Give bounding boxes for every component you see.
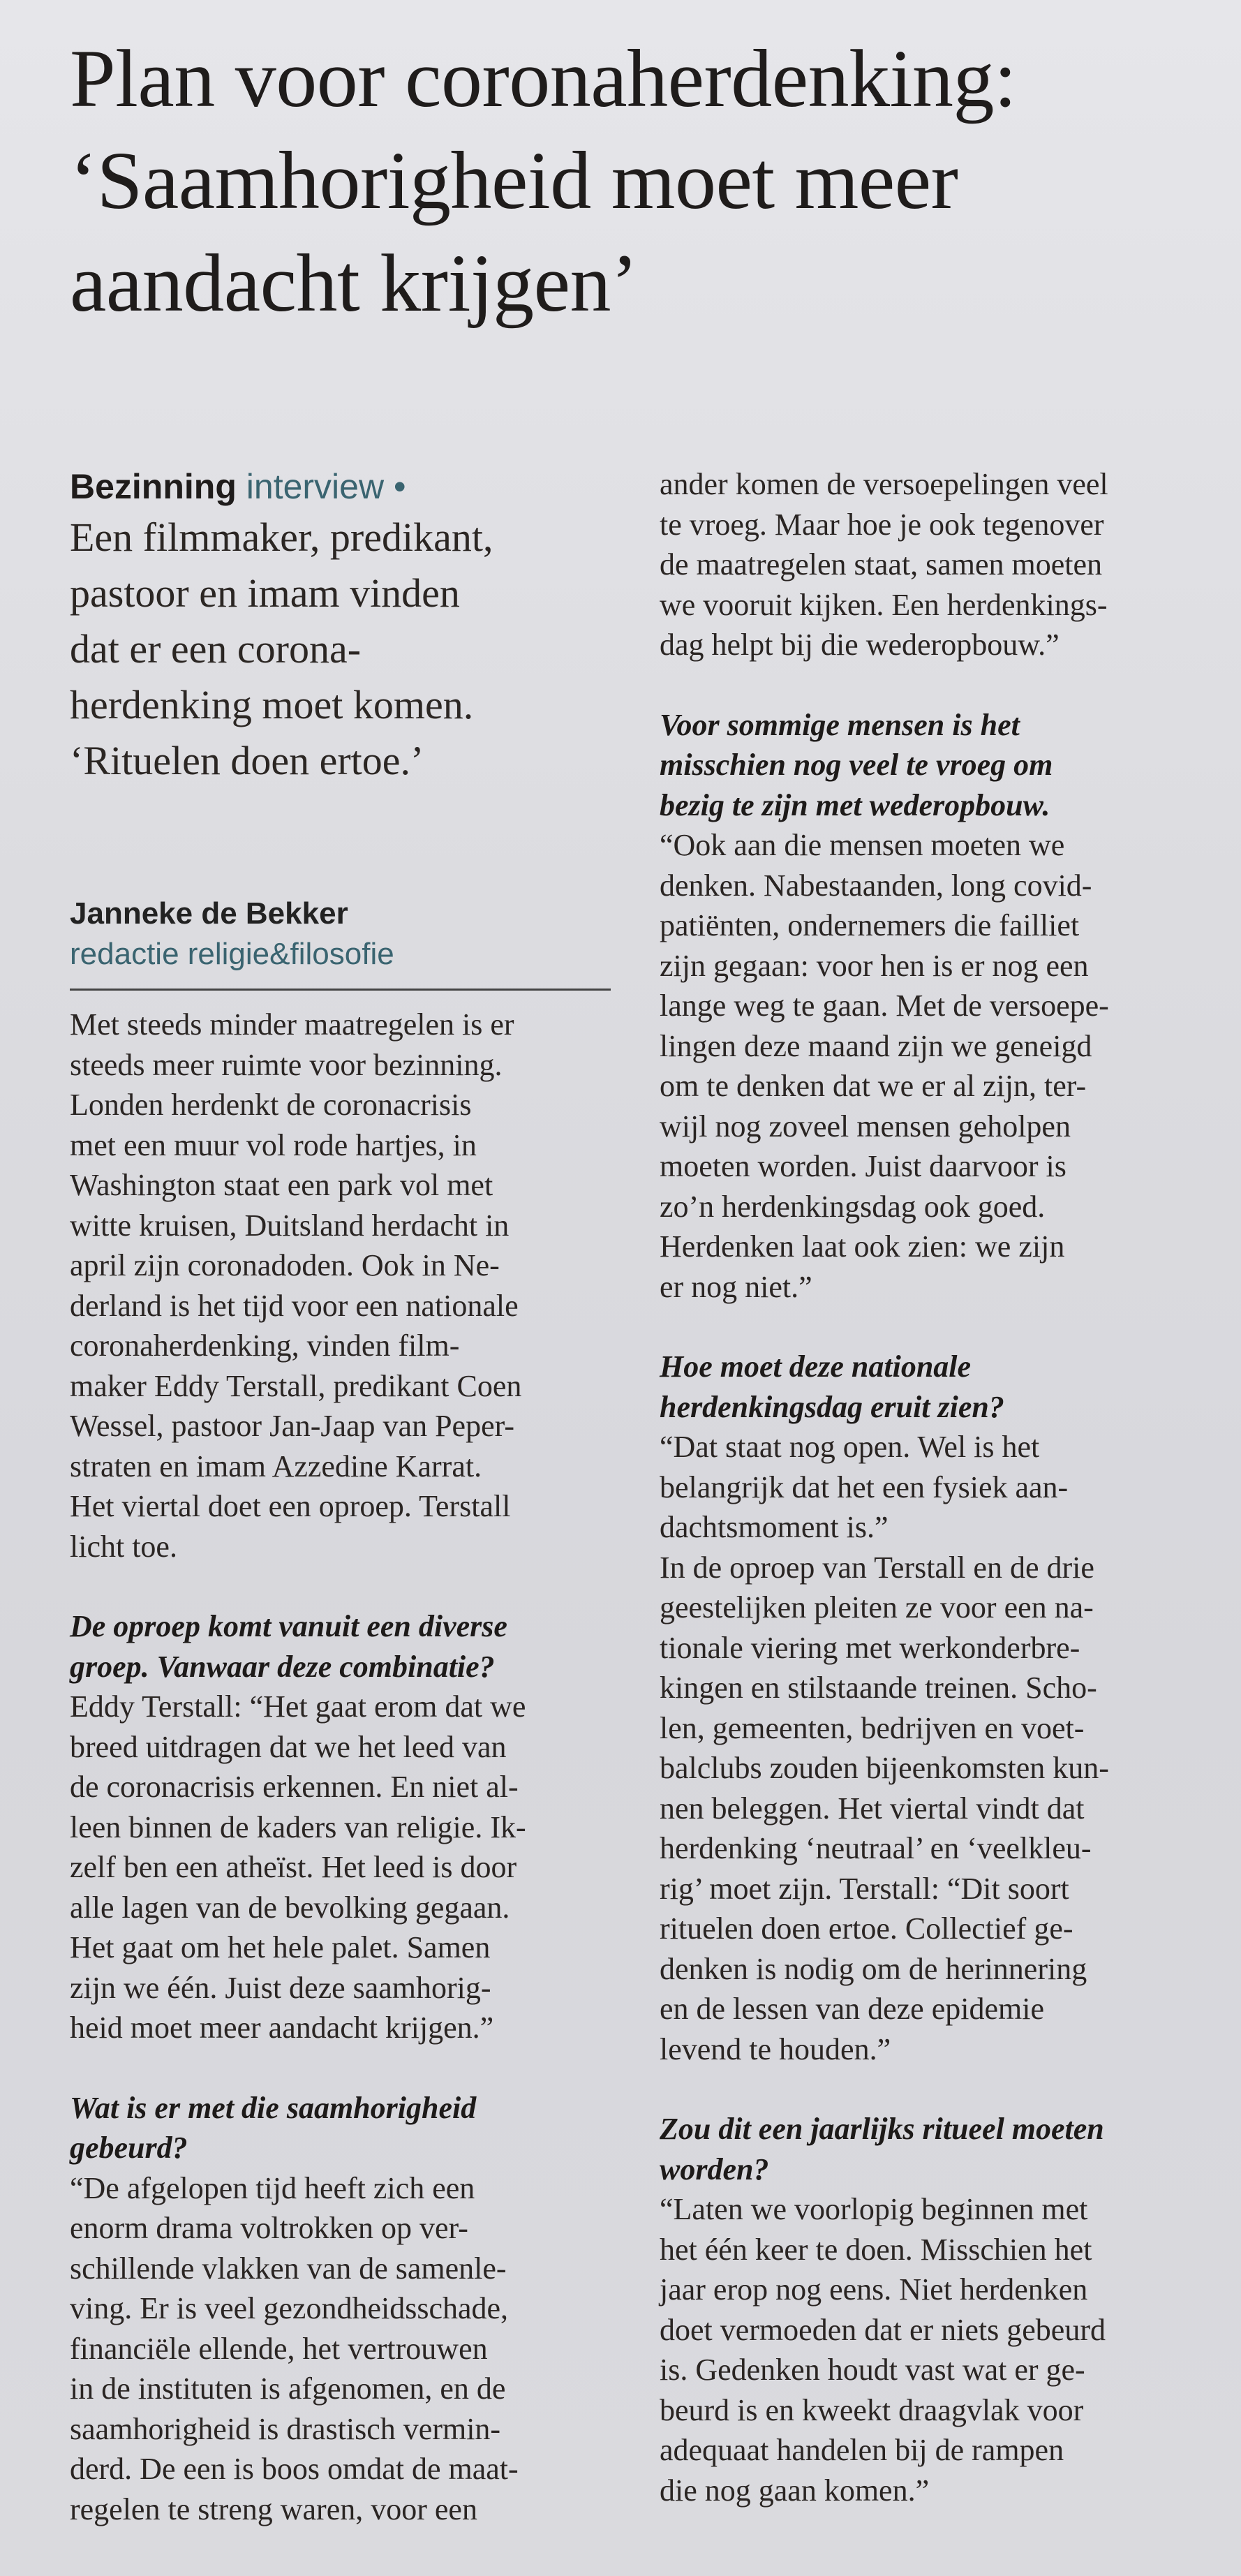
body-line: herdenking ‘neutraal’ en ‘veelkleu- — [660, 1831, 1092, 1865]
body-line: er nog niet.” — [660, 1269, 812, 1304]
body-line: met een muur vol rode hartjes, in — [70, 1127, 477, 1162]
question-line: De oproep komt vanuit een diverse — [70, 1609, 507, 1643]
body-line: kingen en stilstaande treinen. Scho- — [660, 1671, 1097, 1705]
question-line: worden? — [660, 2152, 769, 2186]
body-line: ander komen de versoepelingen veel — [660, 467, 1108, 501]
body-line: Wessel, pastoor Jan-Jaap van Peper- — [70, 1409, 515, 1443]
body-line: patiënten, ondernemers die failliet — [660, 908, 1080, 942]
body-line: die nog gaan komen.” — [660, 2473, 930, 2508]
question-line: groep. Vanwaar deze combinatie? — [70, 1649, 495, 1684]
byline-author: Janneke de Bekker — [70, 896, 348, 931]
body-line: belangrijk dat het een fysiek aan- — [660, 1470, 1069, 1504]
body-line: zijn gegaan: voor hen is er nog een — [660, 948, 1089, 983]
body-line: maker Eddy Terstall, predikant Coen — [70, 1368, 522, 1403]
question-5 — [660, 2109, 1204, 2189]
question-line: bezig te zijn met wederopbouw. — [660, 787, 1050, 822]
headline — [70, 28, 1214, 334]
answer-3 — [660, 825, 1204, 1307]
body-line: Het viertal doet een oproep. Terstall — [70, 1489, 511, 1523]
body-line: “Ook aan die mensen moeten we — [660, 828, 1065, 862]
left-column — [70, 464, 614, 2529]
body-line: in de instituten is afgenomen, en de — [70, 2371, 506, 2406]
question-line: herdenkingsdag eruit zien? — [660, 1389, 1004, 1424]
body-line: zo’n herdenkingsdag ook goed. — [660, 1189, 1046, 1224]
body-line: balclubs zouden bijeenkomsten kun- — [660, 1751, 1109, 1785]
question-line: misschien nog veel te vroeg om — [660, 748, 1053, 782]
body-line: breed uitdragen dat we het leed van — [70, 1729, 507, 1764]
body-line: levend te houden.” — [660, 2031, 891, 2066]
body-line: Eddy Terstall: “Het gaat erom dat we — [70, 1689, 526, 1724]
body-line: “De afgelopen tijd heeft zich een — [70, 2170, 475, 2205]
body-line: ving. Er is veel gezondheidsschade, — [70, 2291, 509, 2325]
body-line: april zijn coronadoden. Ook in Ne- — [70, 1248, 500, 1282]
body-line: om te denken dat we er al zijn, ter- — [660, 1069, 1087, 1103]
body-line: doet vermoeden dat er niets gebeurd — [660, 2312, 1106, 2347]
question-line: Voor sommige mensen is het — [660, 707, 1020, 742]
right-column — [660, 464, 1204, 2510]
kicker-type: interview — [246, 467, 385, 506]
body-line: denken. Nabestaanden, long covid- — [660, 868, 1092, 903]
body-line: denken is nodig om de herinnering — [660, 1951, 1087, 1986]
body-line: dachtsmoment is.” — [660, 1510, 889, 1544]
body-line: In de oproep van Terstall en de drie — [660, 1550, 1094, 1585]
headline-line: aandacht krijgen’ — [70, 237, 638, 329]
body-line: en de lessen van deze epidemie — [660, 1992, 1044, 2026]
lead-line: pastoor en imam vinden — [70, 570, 460, 616]
lead-line: herdenking moet komen. — [70, 682, 474, 727]
byline-divider — [70, 989, 611, 991]
kicker-bullet: • — [393, 467, 406, 506]
body-line: zelf ben een atheïst. Het leed is door — [70, 1850, 517, 1884]
body-line: derland is het tijd voor een nationale — [70, 1288, 519, 1323]
lead-line: Een filmmaker, predikant, — [70, 515, 493, 560]
question-line: Wat is er met die saamhorigheid — [70, 2090, 477, 2125]
body-line: “Laten we voorlopig beginnen met — [660, 2192, 1088, 2226]
body-line: Herdenken laat ook zien: we zijn — [660, 1229, 1065, 1264]
body-line: tionale viering met werkonderbre- — [660, 1630, 1080, 1665]
body-line: lingen deze maand zijn we geneigd — [660, 1028, 1092, 1063]
body-line: Met steeds minder maatregelen is er — [70, 1007, 514, 1042]
body-line: financiële ellende, het vertrouwen — [70, 2331, 488, 2366]
body-line: derd. De een is boos omdat de maat- — [70, 2452, 519, 2486]
body-line: te vroeg. Maar hoe je ook tegenover — [660, 507, 1104, 542]
body-line: witte kruisen, Duitsland herdacht in — [70, 1208, 510, 1243]
body-line: jaar erop nog eens. Niet herdenken — [660, 2272, 1088, 2307]
body-line: lange weg te gaan. Met de versoepe- — [660, 989, 1109, 1023]
question-3 — [660, 705, 1204, 826]
kicker — [70, 464, 614, 510]
body-line: zijn we één. Juist deze saamhorig- — [70, 1970, 491, 2005]
body-line: geestelijken pleiten ze voor een na- — [660, 1590, 1094, 1624]
body-line: rig’ moet zijn. Terstall: “Dit soort — [660, 1871, 1069, 1906]
body-line: licht toe. — [70, 1529, 177, 1564]
intro-paragraph — [70, 1005, 614, 1567]
body-line: heid moet meer aandacht krijgen.” — [70, 2011, 494, 2045]
body-line: de maatregelen staat, samen moeten — [660, 547, 1103, 582]
body-line: we vooruit kijken. Een herdenkings- — [660, 587, 1108, 622]
byline-desk: redactie religie&filosofie — [70, 937, 394, 971]
body-line: regelen te streng waren, voor een — [70, 2492, 477, 2526]
question-line: Hoe moet deze nationale — [660, 1349, 972, 1384]
body-line: straten en imam Azzedine Karrat. — [70, 1449, 482, 1483]
answer-4 — [660, 1427, 1204, 2069]
question-2 — [70, 2088, 614, 2168]
body-line: dag helpt bij die wederopbouw.” — [660, 628, 1060, 662]
body-line: schillende vlakken van de samenle- — [70, 2251, 507, 2286]
answer-2-continued — [660, 464, 1204, 665]
answer-1 — [70, 1687, 614, 2048]
question-4 — [660, 1347, 1204, 1427]
lead-paragraph — [70, 510, 614, 789]
lead-line: ‘Rituelen doen ertoe.’ — [70, 738, 424, 783]
body-line: adequaat handelen bij de rampen — [660, 2433, 1064, 2467]
kicker-section: Bezinning — [70, 467, 237, 506]
headline-line: Plan voor coronaherdenking: — [70, 33, 1017, 124]
question-1 — [70, 1606, 614, 1687]
body-line: saamhorigheid is drastisch vermin- — [70, 2411, 501, 2446]
headline-line: ‘Saamhorigheid moet meer — [70, 135, 958, 227]
body-line: beurd is en kweekt draagvlak voor — [660, 2392, 1084, 2427]
body-line: is. Gedenken houdt vast wat er ge- — [660, 2353, 1085, 2387]
question-line: gebeurd? — [70, 2131, 188, 2165]
byline — [70, 894, 614, 975]
question-line: Zou dit een jaarlijks ritueel moeten — [660, 2112, 1104, 2146]
body-line: het één keer te doen. Misschien het — [660, 2232, 1092, 2267]
body-line: leen binnen de kaders van religie. Ik- — [70, 1809, 526, 1844]
body-line: Washington staat een park vol met — [70, 1168, 493, 1202]
body-line: de coronacrisis erkennen. En niet al- — [70, 1770, 519, 1804]
lead-line: dat er een corona- — [70, 626, 362, 672]
answer-2 — [70, 2168, 614, 2530]
body-line: wijl nog zoveel mensen geholpen — [660, 1109, 1071, 1143]
body-line: steeds meer ruimte voor bezinning. — [70, 1047, 503, 1082]
body-line: moeten worden. Juist daarvoor is — [660, 1149, 1067, 1183]
body-line: Londen herdenkt de coronacrisis — [70, 1088, 472, 1122]
body-line: nen beleggen. Het viertal vindt dat — [660, 1791, 1085, 1826]
body-line: alle lagen van de bevolking gegaan. — [70, 1890, 510, 1925]
answer-5 — [660, 2189, 1204, 2510]
body-line: len, gemeenten, bedrijven en voet- — [660, 1710, 1085, 1745]
body-line: enorm drama voltrokken op ver- — [70, 2211, 468, 2245]
body-line: “Dat staat nog open. Wel is het — [660, 1430, 1040, 1464]
body-line: rituelen doen ertoe. Collectief ge- — [660, 1911, 1073, 1946]
body-line: Het gaat om het hele palet. Samen — [70, 1930, 491, 1964]
body-line: coronaherdenking, vinden film- — [70, 1328, 460, 1363]
